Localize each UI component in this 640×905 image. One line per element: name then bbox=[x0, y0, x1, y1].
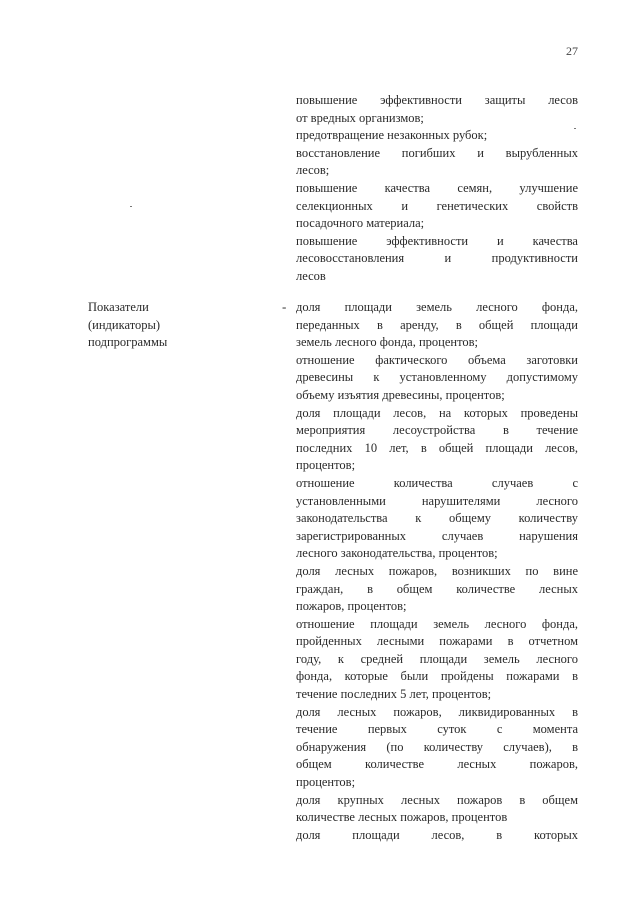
text-line: количестве лесных пожаров, процентов bbox=[296, 810, 508, 825]
text-line: законодательства к общему количеству bbox=[296, 511, 578, 526]
text-line: зарегистрированных случаев нарушения bbox=[296, 528, 578, 543]
label-line: Показатели bbox=[88, 300, 149, 314]
scan-speck bbox=[574, 128, 576, 129]
text-line: течение первых суток с момента bbox=[296, 722, 578, 737]
text-line: от вредных организмов; bbox=[296, 110, 424, 125]
text-line: процентов; bbox=[296, 458, 356, 473]
text-line: общем количестве лесных пожаров, bbox=[296, 757, 578, 772]
text-line: обнаружения (по количеству случаев), в bbox=[296, 739, 578, 754]
text-line: доля крупных лесных пожаров в общем bbox=[296, 792, 578, 807]
text-line: древесины к установленному допустимому bbox=[296, 370, 578, 385]
text-line: доля площади лесов, на которых проведены bbox=[296, 405, 578, 420]
text-line: лесов bbox=[296, 268, 326, 283]
text-line: лесного законодательства, процентов; bbox=[296, 546, 498, 561]
text-line: повышение качества семян, улучшение bbox=[296, 180, 578, 195]
text-line: отношение количества случаев с bbox=[296, 475, 578, 490]
text-line: мероприятия лесоустройства в течение bbox=[296, 423, 578, 438]
text-line: пройденных лесными пожарами в отчетном bbox=[296, 634, 578, 649]
text-line: посадочного материала; bbox=[296, 216, 425, 231]
text-line: доля площади земель лесного фонда, bbox=[296, 300, 578, 314]
text-line: лесовосстановления и продуктивности bbox=[296, 251, 578, 266]
text-line: пожаров, процентов; bbox=[296, 599, 407, 614]
text-line: фонда, которые были пройдены пожарами в bbox=[296, 669, 578, 684]
text-line: земель лесного фонда, процентов; bbox=[296, 335, 479, 350]
objectives-continuation bbox=[296, 92, 578, 286]
text-line: доля лесных пожаров, возникших по вине bbox=[296, 563, 578, 578]
text-line: последних 10 лет, в общей площади лесов, bbox=[296, 440, 578, 455]
text-line: доля площади лесов, в которых bbox=[296, 827, 578, 842]
text-line: отношение площади земель лесного фонда, bbox=[296, 616, 578, 631]
scan-speck bbox=[130, 206, 132, 207]
text-line: отношение фактического объема заготовки bbox=[296, 352, 578, 367]
text-line: доля лесных пожаров, ликвидированных в bbox=[296, 704, 578, 719]
text-line: установленными нарушителями лесного bbox=[296, 493, 578, 508]
label-line: (индикаторы) bbox=[88, 317, 161, 332]
text-line: переданных в аренду, в общей площади bbox=[296, 317, 578, 332]
indicators-dash: - bbox=[282, 299, 287, 314]
text-line: повышение эффективности защиты лесов bbox=[296, 93, 578, 107]
indicators-list bbox=[296, 299, 578, 844]
text-line: граждан, в общем количестве лесных bbox=[296, 581, 578, 596]
page-number: 27 bbox=[566, 44, 578, 58]
text-line: повышение эффективности и качества bbox=[296, 233, 578, 248]
text-line: селекционных и генетических свойств bbox=[296, 198, 578, 213]
label-line: подпрограммы bbox=[88, 335, 168, 350]
indicators-label bbox=[88, 299, 238, 352]
text-line: течение последних 5 лет, процентов; bbox=[296, 687, 492, 702]
text-line: году, к средней площади земель лесного bbox=[296, 651, 578, 666]
text-line: лесов; bbox=[296, 163, 330, 178]
text-line: объему изъятия древесины, процентов; bbox=[296, 387, 505, 402]
text-line: предотвращение незаконных рубок; bbox=[296, 128, 488, 143]
text-line: процентов; bbox=[296, 775, 356, 790]
text-line: восстановление погибших и вырубленных bbox=[296, 145, 578, 160]
